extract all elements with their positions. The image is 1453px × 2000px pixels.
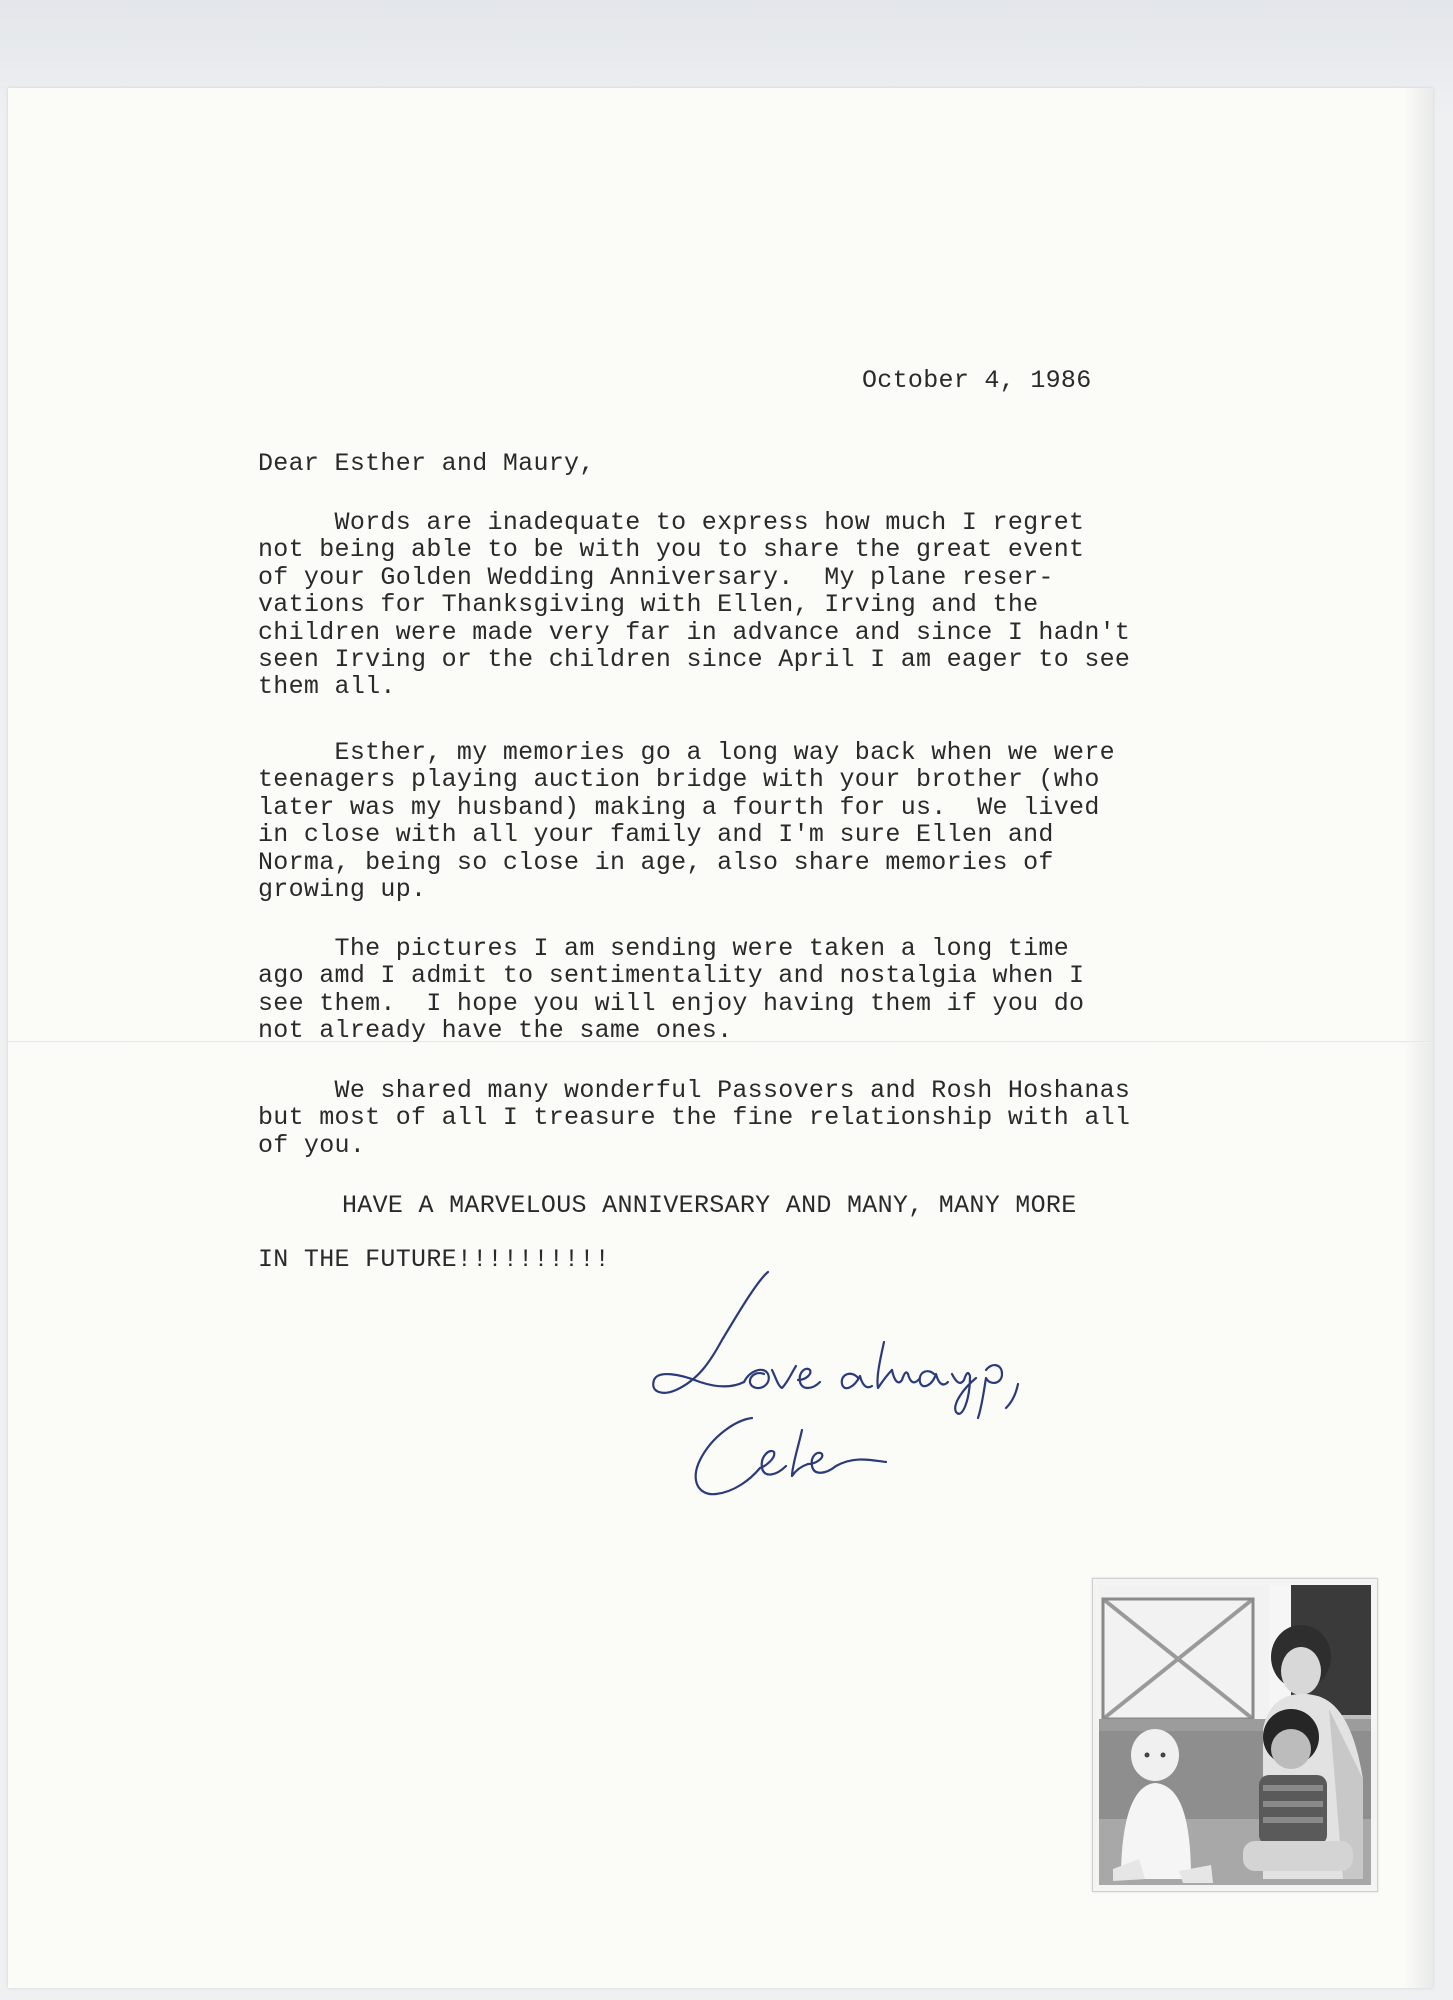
attached-photograph <box>1092 1578 1378 1892</box>
handwritten-signature <box>640 1270 1160 1530</box>
signature-drawing <box>640 1270 1160 1530</box>
paper-edge-shadow <box>1403 88 1433 1988</box>
closing-line-2: IN THE FUTURE!!!!!!!!!! <box>258 1245 610 1274</box>
salutation: Dear Esther and Maury, <box>258 449 595 478</box>
paragraph-1: Words are inadequate to express how much I regret not being able to be with you to share the great event of your Golden Wedding Anniversary. My plane reser- vations for Thanksgiving with Ellen, Irving and the children were made very far in advance and since I hadn't seen Irving or the children since April I am eager to see them all. <box>258 508 1131 702</box>
letter-date: October 4, 1986 <box>862 366 1092 395</box>
paragraph-3: The pictures I am sending were taken a long time ago amd I admit to sentimentality and nostalgia when I see them. I hope you will enjoy having them if you do not already have the same ones. <box>258 934 1085 1046</box>
paragraph-4: We shared many wonderful Passovers and Rosh Hoshanas but most of all I treasure the fine relationship with all of you. <box>258 1076 1131 1160</box>
photo-scene <box>1093 1579 1377 1891</box>
closing-line-1: HAVE A MARVELOUS ANNIVERSARY AND MANY, MANY MORE <box>342 1191 1077 1220</box>
paragraph-2: Esther, my memories go a long way back when we were teenagers playing auction bridge with your brother (who later was my husband) making a fourth for us. We lived in close with all your family and I'm sure Ellen and Norma, being so close in age, also share memories of growing up. <box>258 738 1115 905</box>
